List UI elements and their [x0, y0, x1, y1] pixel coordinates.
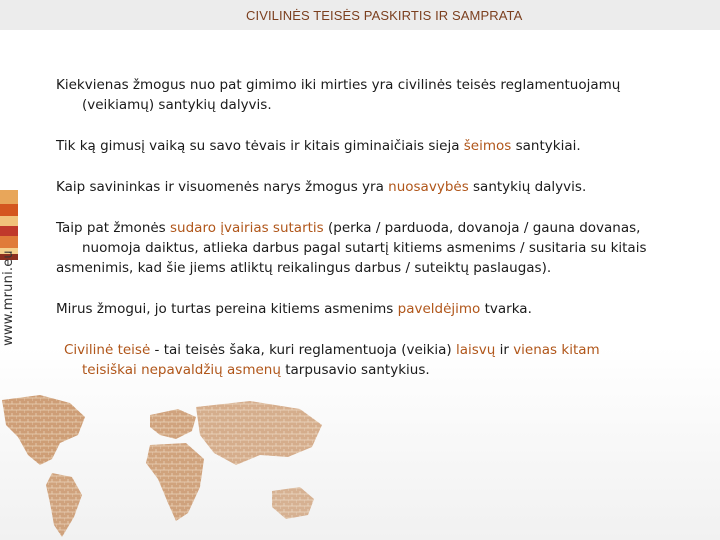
paragraph-1 [56, 75, 686, 115]
highlight-term: šeimos [463, 138, 512, 154]
continent-europe [150, 409, 196, 439]
continent-south-america [46, 473, 82, 537]
text: tarpusavio santykius. [280, 362, 430, 378]
text: ir [495, 342, 514, 358]
highlight-term: sudaro įvairias sutartis [170, 220, 324, 236]
text: tvarka. [480, 301, 532, 317]
brand-url: www.mruni.eu [1, 250, 16, 346]
continent-asia [196, 401, 322, 465]
world-map-decoration [0, 395, 330, 540]
text: - tai teisės šaka, kuri reglamentuoja (veikia) [150, 342, 456, 358]
stripe [0, 226, 18, 236]
paragraph-5 [56, 299, 686, 319]
paragraph-1-line-1: Kiekvienas žmogus nuo pat gimimo iki mirties yra civilinės teisės reglamentuojamų [56, 77, 621, 93]
stripe [0, 216, 18, 226]
text: (perka / parduoda, dovanoja / gauna dovanas, [323, 220, 641, 236]
text: Mirus žmogui, jo turtas pereina kitiems asmenims [56, 301, 398, 317]
definition-term: Civilinė teisė [64, 342, 151, 358]
paragraph-3 [56, 177, 686, 197]
paragraph-4-line-2: nuomoja daiktus, atlieka darbus pagal sutartį kitiems asmenims / susitaria su kitais [82, 240, 647, 256]
highlight-term: laisvų [455, 342, 496, 358]
text: santykių dalyvis. [468, 179, 587, 195]
highlight-term: nuosavybės [388, 179, 469, 195]
paragraph-4 [56, 218, 686, 278]
title-bar [0, 0, 720, 30]
continent-north-america [2, 395, 85, 465]
text: Tik ką gimusį vaiką su savo tėvais ir kitais giminaičiais sieja [56, 138, 464, 154]
continent-africa [146, 443, 204, 521]
slide-content [56, 75, 686, 401]
paragraph-2 [56, 136, 686, 156]
slide-title: CIVILINĖS TEISĖS PASKIRTIS IR SAMPRATA [246, 8, 523, 23]
text: Kaip savininkas ir visuomenės narys žmogus yra [56, 179, 389, 195]
highlight-term: vienas kitam [513, 342, 600, 358]
text: Taip pat žmonės [56, 220, 171, 236]
continent-australia [272, 487, 314, 519]
paragraph-1-line-2: (veikiamų) santykių dalyvis. [82, 97, 272, 113]
highlight-term: paveldėjimo [397, 301, 481, 317]
text: santykiai. [511, 138, 581, 154]
stripe [0, 204, 18, 216]
definition-paragraph [56, 340, 686, 380]
paragraph-4-line-3: asmenimis, kad šie jiems atliktų reikalingus darbus / suteiktų paslaugas). [56, 260, 552, 276]
highlight-term: teisiškai nepavaldžių asmenų [82, 362, 281, 378]
stripe [0, 190, 18, 204]
